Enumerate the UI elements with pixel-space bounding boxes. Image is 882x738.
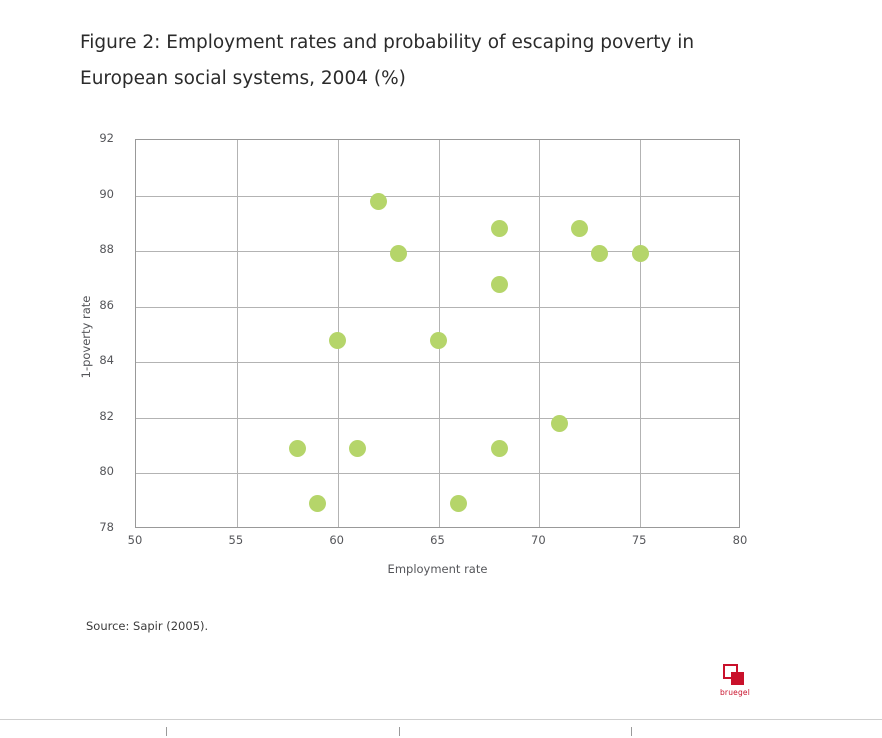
grid-line-horizontal <box>136 307 739 308</box>
x-tick-label: 80 <box>732 533 748 547</box>
logo-square-filled-icon <box>731 672 744 685</box>
y-tick-label: 86 <box>99 297 114 312</box>
scatter-point <box>329 332 346 349</box>
y-axis-title: 1-poverty rate <box>79 295 93 379</box>
y-tick-label: 88 <box>99 242 114 257</box>
page-title: Figure 2: Employment rates and probability of escaping poverty in European social systems, 2004 (%) <box>80 32 695 89</box>
y-tick-label: 80 <box>99 464 114 479</box>
bruegel-logo <box>718 664 752 702</box>
grid-line-horizontal <box>136 362 739 363</box>
scatter-point <box>491 220 508 237</box>
y-tick-label: 92 <box>99 131 114 145</box>
grid-line-horizontal <box>136 196 739 197</box>
footer-tick <box>166 727 167 736</box>
footer-tick <box>399 727 400 736</box>
grid-line-vertical <box>237 140 238 527</box>
y-tick-label: 82 <box>99 408 114 423</box>
y-tick-label: 78 <box>99 520 114 534</box>
y-tick-label: 84 <box>99 353 114 368</box>
scatter-point <box>430 332 447 349</box>
grid-line-horizontal <box>136 473 739 474</box>
scatter-point <box>349 440 366 457</box>
grid-line-horizontal <box>136 418 739 419</box>
footer-tick <box>631 727 632 736</box>
logo-wordmark: bruegel <box>719 688 751 697</box>
plot-area <box>135 139 740 528</box>
scatter-point <box>491 276 508 293</box>
x-tick-label: 55 <box>228 533 244 547</box>
scatter-point <box>309 495 326 512</box>
x-tick-label: 65 <box>430 533 445 547</box>
scatter-point <box>390 245 407 262</box>
grid-line-vertical <box>539 140 540 527</box>
page-footer-rule <box>0 719 882 720</box>
x-axis-title: Employment rate <box>387 562 488 576</box>
scatter-point <box>591 245 608 262</box>
x-tick-label: 50 <box>127 533 143 547</box>
scatter-point <box>571 220 588 237</box>
scatter-point <box>491 440 508 457</box>
x-tick-label: 70 <box>531 533 546 547</box>
scatter-point <box>370 193 387 210</box>
x-tick-label: 60 <box>329 533 344 547</box>
grid-line-vertical <box>640 140 641 527</box>
x-tick-label: 75 <box>631 533 647 547</box>
scatter-point <box>551 415 568 432</box>
scatter-point <box>450 495 467 512</box>
scatter-point <box>289 440 306 457</box>
y-tick-label: 90 <box>99 186 114 201</box>
source-note: Source: Sapir (2005). <box>86 619 209 633</box>
scatter-point <box>632 245 649 262</box>
